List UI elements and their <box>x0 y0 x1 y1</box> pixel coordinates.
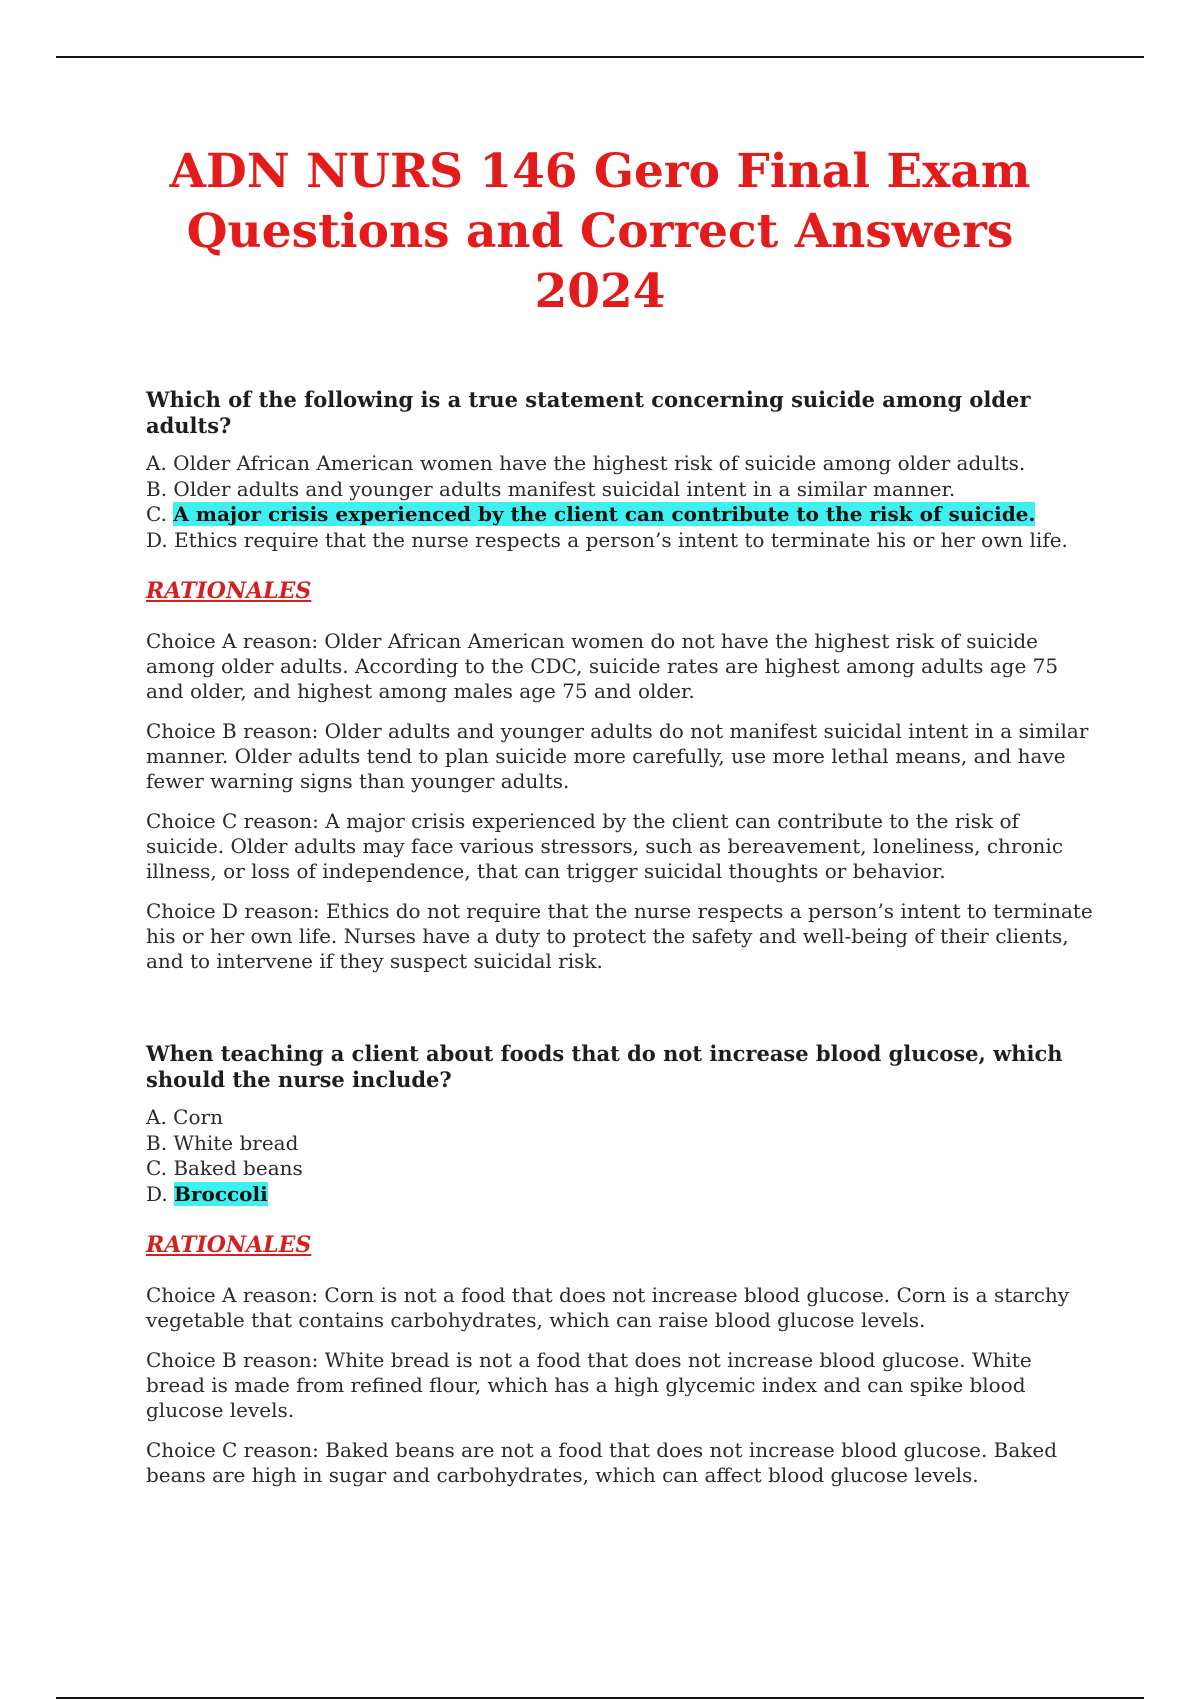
option-letter: B. <box>146 1130 174 1155</box>
option-c <box>146 1156 1096 1182</box>
option-text: Older African American women have the highest risk of suicide among older adults. <box>173 451 1026 475</box>
option-letter: A. <box>146 1105 174 1129</box>
question-text: When teaching a client about foods that do not increase blood glucose, which should the nurse include? <box>146 1041 1063 1092</box>
correct-answer-highlight: Broccoli <box>174 1181 268 1206</box>
option-letter: B. <box>146 476 174 501</box>
question-text: Which of the following is a true statement concerning suicide among older adults? <box>146 387 1031 438</box>
rationale-choice-c: Choice C reason: Baked beans are not a food that does not increase blood glucose. Baked beans are high in sugar and carbohydrates, which can affect blood glucose levels. <box>146 1438 1058 1487</box>
option-letter: D. <box>146 1181 175 1206</box>
section-spacer <box>146 989 1096 1041</box>
option-c-correct <box>146 502 1096 528</box>
bottom-rule <box>56 1697 1144 1699</box>
option-d <box>146 528 1096 554</box>
option-text: Corn <box>173 1105 223 1129</box>
option-d-correct <box>146 1182 1096 1208</box>
rationale-choice-b: Choice B reason: White bread is not a food that does not increase blood glucose. White bread is made from refined flour, which has a high glycemic index and can spike blood glucose levels. <box>146 1348 1032 1422</box>
correct-answer-highlight: A major crisis experienced by the client can contribute to the risk of suicide. <box>173 502 1036 526</box>
rationale-choice-d: Choice D reason: Ethics do not require that the nurse respects a person’s intent to terminate his or her own life. Nurses have a duty to protect the safety and well-being of their clients, and to intervene if they suspect suicidal risk. <box>146 899 1093 973</box>
question-block-2 <box>146 1041 1096 1488</box>
option-b <box>146 1131 1096 1157</box>
option-text: White bread <box>173 1130 299 1155</box>
rationale-choice-c: Choice C reason: A major crisis experienced by the client can contribute to the risk of suicide. Older adults may face various stressors, such as bereavement, loneliness, chronic illness, or loss of independence, that can trigger suicidal thoughts or behavior. <box>146 809 1064 883</box>
document-title: ADN NURS 146 Gero Final Exam Questions and Correct Answers 2024 <box>169 144 1031 319</box>
document-body <box>146 387 1096 1503</box>
option-text: Ethics require that the nurse respects a person’s intent to terminate his or her own life. <box>174 527 1068 552</box>
option-letter: C. <box>146 502 174 526</box>
option-a <box>146 1105 1096 1131</box>
option-text: Older adults and younger adults manifest suicidal intent in a similar manner. <box>173 476 956 501</box>
option-text: Baked beans <box>173 1156 303 1180</box>
answer-options <box>146 451 1096 553</box>
option-letter: D. <box>146 527 175 552</box>
option-b <box>146 477 1096 503</box>
rationale-choice-a: Choice A reason: Corn is not a food that does not increase blood glucose. Corn is a starchy vegetable that contains carbohydrates, which can raise blood glucose levels. <box>146 1283 1070 1332</box>
answer-options <box>146 1105 1096 1207</box>
rationale-choice-a: Choice A reason: Older African American women do not have the highest risk of suicide among older adults. According to the CDC, suicide rates are highest among adults age 75 and older, and highest among males age 75 and older. <box>146 629 1059 703</box>
option-letter: C. <box>146 1156 174 1180</box>
rationales-heading: RATIONALES <box>146 578 312 604</box>
top-rule <box>56 56 1144 58</box>
rationale-choice-b: Choice B reason: Older adults and younger adults do not manifest suicidal intent in a similar manner. Older adults tend to plan suicide more carefully, use more lethal means, and have fewer warning signs than younger adults. <box>146 719 1089 793</box>
rationales-heading: RATIONALES <box>146 1232 312 1258</box>
question-block-1 <box>146 387 1096 974</box>
option-a <box>146 451 1096 477</box>
option-letter: A. <box>146 451 174 475</box>
